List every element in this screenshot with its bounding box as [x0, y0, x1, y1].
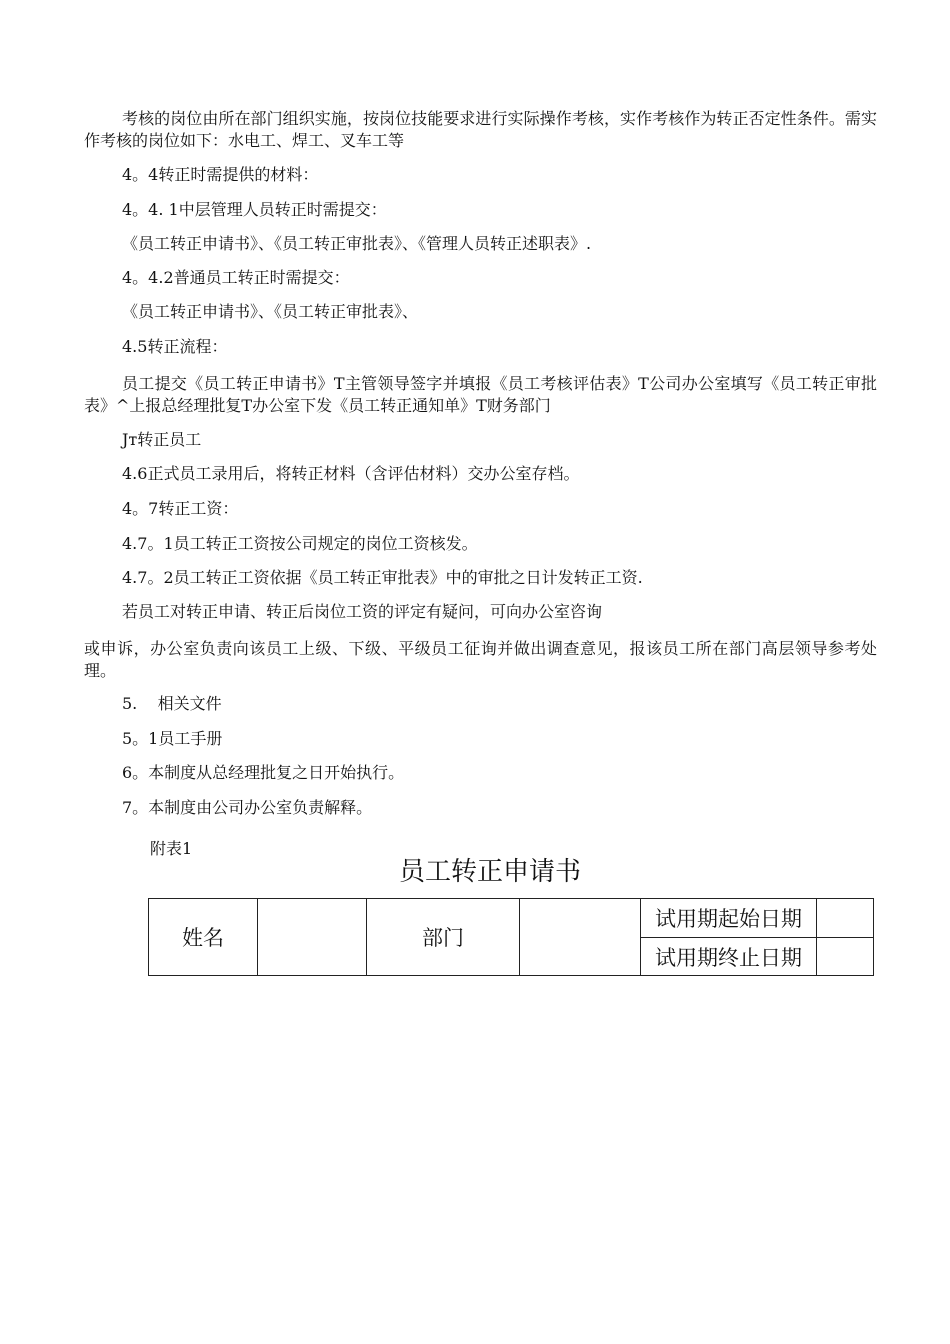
section-7: 7。本制度由公司办公室负责解释。 [122, 798, 373, 817]
name-label-cell: 姓名 [149, 899, 258, 976]
trial-start-label-cell: 试用期起始日期 [641, 899, 817, 938]
paragraph-process-flow: 员工提交《员工转正申请书》T主管领导签字并填报《员工考核评估表》T公司办公室填写《员工转正审批表》^上报总经理批复T办公室下发《员工转正通知单》T财务部门 [84, 374, 877, 415]
paragraph-practical-assessment: 考核的岗位由所在部门组织实施，按岗位技能要求进行实际操作考核，实作考核作为转正否定性条件。需实作考核的岗位如下：水电工、焊工、叉车工等 [84, 109, 877, 150]
section-4-4-2-documents: 《员工转正申请书》、《员工转正审批表》、 [122, 302, 419, 321]
section-4-7-2: 4.7。2员工转正工资依据《员工转正审批表》中的审批之日计发转正工资. [122, 568, 643, 587]
section-4-6: 4.6正式员工录用后，将转正材料（含评估材料）交办公室存档。 [122, 464, 580, 483]
application-form-table [148, 898, 874, 976]
section-5-1: 5。1员工手册 [122, 729, 223, 748]
section-5-heading: 5. 相关文件 [122, 694, 222, 713]
paragraph-appeal-first: 若员工对转正申请、转正后岗位工资的评定有疑问，可向办公室咨询 [122, 602, 603, 621]
section-4-7-heading: 4。7转正工资： [122, 499, 239, 518]
section-4-4-2-heading: 4。4.2普通员工转正时需提交： [122, 268, 350, 287]
section-4-5-heading: 4.5转正流程： [122, 337, 228, 356]
section-4-4-1-heading: 4。4. 1中层管理人员转正时需提交： [122, 200, 387, 219]
form-title: 员工转正申请书 [398, 857, 581, 887]
trial-end-value-cell[interactable] [817, 938, 874, 976]
paragraph-process-flow-end: Jт转正员工 [122, 430, 202, 449]
department-value-cell[interactable] [520, 899, 641, 976]
trial-end-label-cell: 试用期终止日期 [641, 938, 817, 976]
section-6: 6。本制度从总经理批复之日开始执行。 [122, 763, 405, 782]
section-4-4-heading: 4。4转正时需提供的材料： [122, 165, 319, 184]
paragraph-appeal-continued: 或申诉，办公室负责向该员工上级、下级、平级员工征询并做出调查意见，报该员工所在部门高层领导参考处理。 [84, 639, 877, 680]
appendix-label: 附表1 [150, 839, 193, 858]
name-value-cell[interactable] [258, 899, 367, 976]
section-4-4-1-documents: 《员工转正申请书》、《员工转正审批表》、《管理人员转正述职表》. [122, 234, 592, 253]
trial-start-value-cell[interactable] [817, 899, 874, 938]
department-label-cell: 部门 [367, 899, 520, 976]
section-4-7-1: 4.7。1员工转正工资按公司规定的岗位工资核发。 [122, 534, 478, 553]
